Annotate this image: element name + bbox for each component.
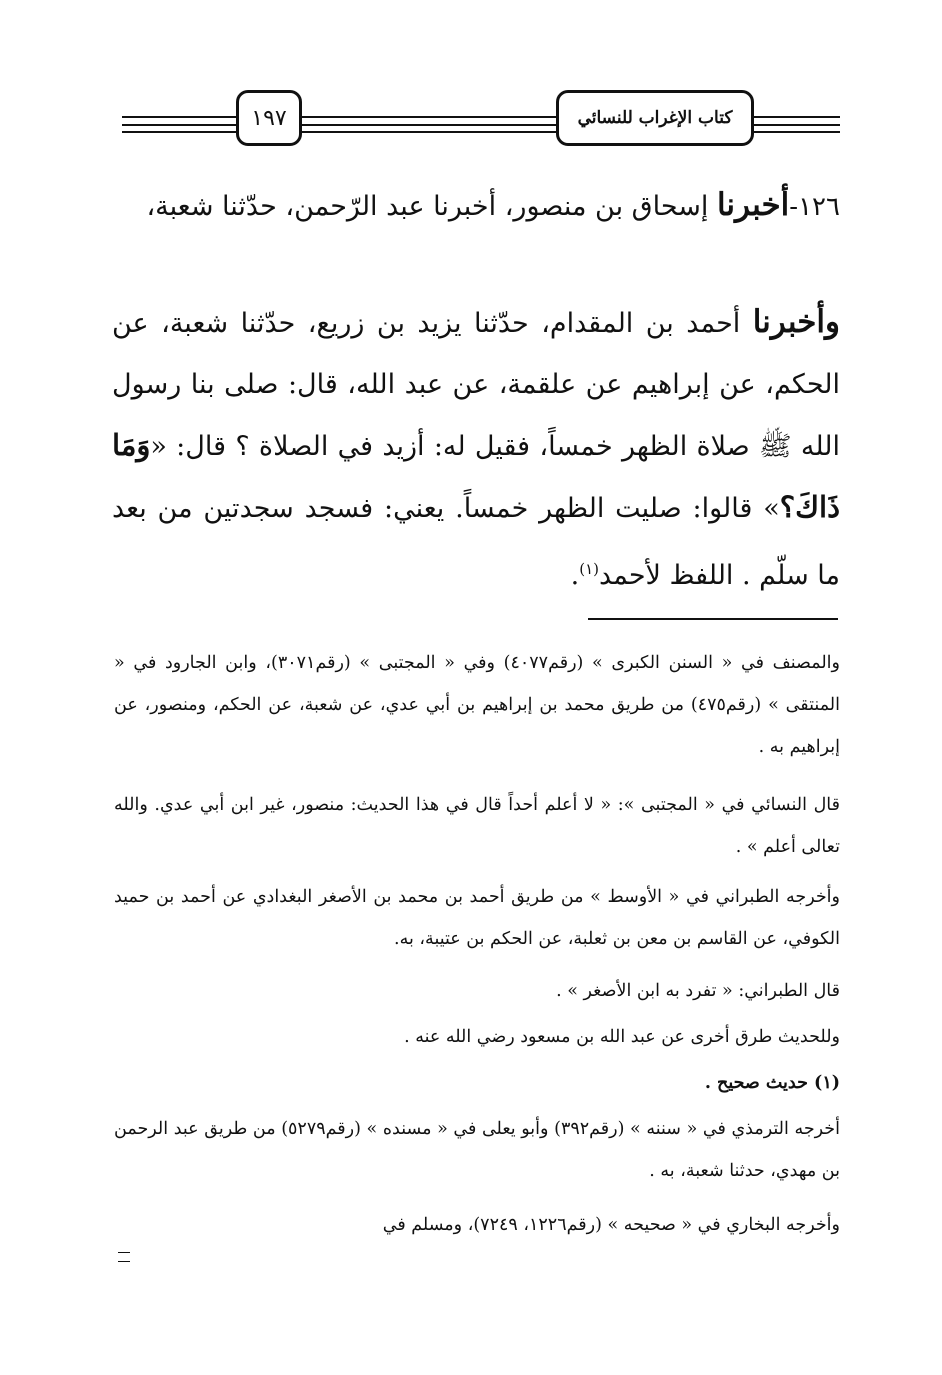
- page-number-box: [236, 90, 302, 146]
- footnote-tirmidhi: [114, 1108, 840, 1192]
- hadith-text-b: » قالوا: صليت الظهر خمساً. يعني: فسجد سجدتين من بعد ما سلّم . اللفظ لأحمد: [112, 493, 840, 591]
- page-number: ١٩٧: [251, 105, 287, 131]
- book-title-box: [556, 90, 754, 146]
- continuation-mark: [118, 1252, 130, 1262]
- footnote-text: وأخرجه البخاري في « صحيحه » (رقم١٢٢٦، ٧٢٤٩)، ومسلم في: [382, 1215, 840, 1235]
- isnad-text: إسحاق بن منصور، أخبرنا عبد الرّحمن، حدّثنا شعبة،: [146, 191, 717, 222]
- footnote-other-routes: [114, 1016, 840, 1058]
- footnote-text: والمصنف في « السنن الكبرى » (رقم٤٠٧٧) وفي « المجتبى » (رقم٣٠٧١)، وابن الجارود في « المنتقى » (رقم٤٧٥) من طريق محمد بن إبراهيم بن أبي عدي، عن شعبة، عن الحكم، ومنصور، عن إبراهيم به .: [114, 653, 840, 757]
- footnote-text: وللحديث طرق أخرى عن عبد الله بن مسعود رضي الله عنه .: [404, 1027, 840, 1047]
- keyword-akhbarana: أخبرنا: [716, 187, 790, 223]
- hadith-paragraph-2: [112, 292, 840, 606]
- footnote-reference[interactable]: (١): [579, 560, 600, 578]
- book-title: كتاب الإغراب للنسائي: [577, 108, 733, 128]
- hadith-number: ١٢٦-: [789, 192, 840, 222]
- footnote-tabarani-comment: [114, 970, 840, 1012]
- hadith-end: .: [570, 560, 580, 591]
- prophet-quote: وَمَا ذَاكَ؟: [112, 428, 840, 524]
- footnote-continuation: [114, 642, 840, 768]
- footnote-text: أخرجه الترمذي في « سننه » (رقم٣٩٢) وأبو يعلى في « مسنده » (رقم٥٢٧٩) من طريق عبد الرحمن بن مهدي، حدثنا شعبة، به .: [114, 1119, 840, 1181]
- footnote-nasai-comment: [114, 784, 840, 868]
- footnote-1-heading: [114, 1062, 840, 1104]
- keyword-wa-akhbarana: وأخبرنا: [752, 304, 840, 340]
- hadith-paragraph-1: [112, 174, 840, 238]
- footnote-bukhari: [114, 1204, 840, 1246]
- footnote-text: قال النسائي في « المجتبى »: « لا أعلم أحداً قال في هذا الحديث: منصور، غير ابن أبي عدي. والله تعالى أعلم » .: [114, 795, 840, 857]
- footnote-separator: [588, 618, 838, 620]
- footnote-text: وأخرجه الطبراني في « الأوسط » من طريق أحمد بن محمد بن الأصغر البغدادي عن أحمد بن حميد الكوفي، عن القاسم بن معن بن ثعلبة، عن الحكم بن عتيبة، به.: [114, 887, 840, 949]
- footnote-text: قال الطبراني: « تفرد به ابن الأصغر » .: [556, 981, 840, 1001]
- footnote-text: (١) حديث صحيح .: [704, 1073, 840, 1093]
- hadith-text-a: أحمد بن المقدام، حدّثنا يزيد بن زريع، حدّثنا شعبة، عن الحكم، عن إبراهيم عن علقمة، عن عبد الله، قال: صلى بنا رسول الله ﷺ صلاة الظهر خمساً، فقيل له: أزيد في الصلاة ؟ قال: «: [112, 308, 840, 462]
- footnote-tabarani: [114, 876, 840, 960]
